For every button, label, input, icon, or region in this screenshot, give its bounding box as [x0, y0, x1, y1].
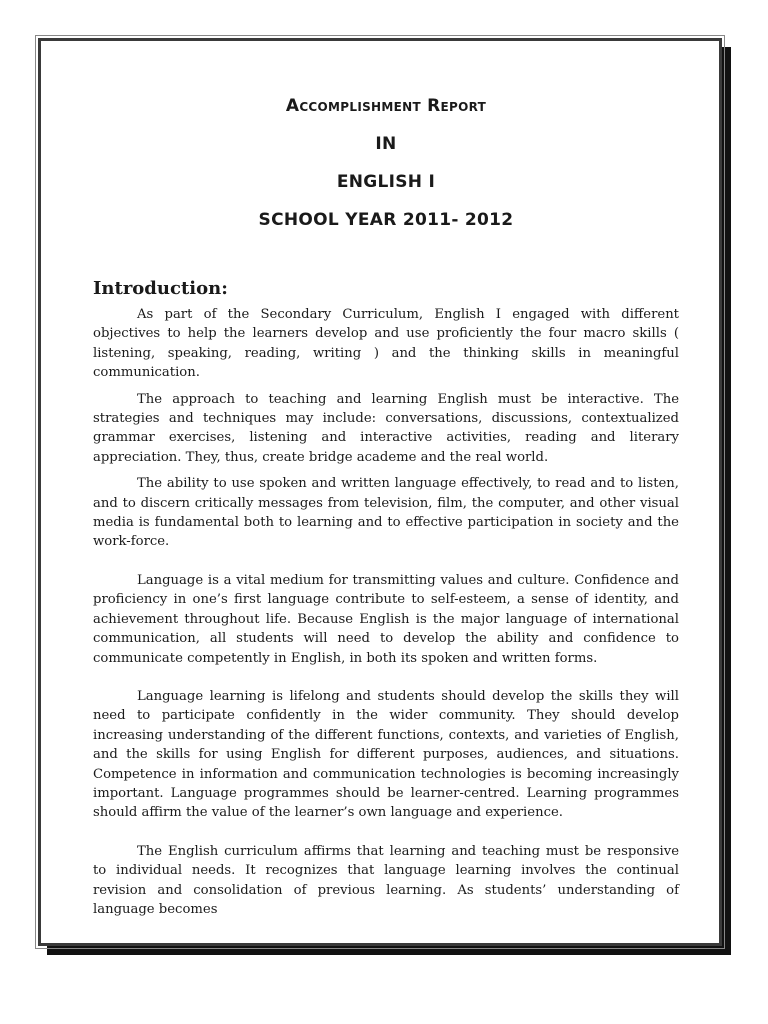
- paragraph-6: The English curriculum affirms that learning and teaching must be responsive to individual needs. It recognizes that language learning involves the continual revision and consolidation of previous learning. As students’ understanding of language becomes: [93, 843, 679, 917]
- paragraph-2: The approach to teaching and learning English must be interactive. The strategies and techniques may include: conversations, discussions, contextualized grammar exercises, listening and interactive activities, reading and literary appreciation. They, thus, create bridge academe and the real world.: [93, 391, 679, 465]
- title-line-report: Accomplishment Report: [285, 96, 487, 116]
- paragraph-1: As part of the Secondary Curriculum, English I engaged with different objectives to help the learners develop and use proficiently the four macro skills ( listening, speaking, reading, writing ) and the thinking skills in meaningful communication.: [93, 307, 679, 381]
- title-line-subject: ENGLISH I: [336, 172, 436, 192]
- paragraph-5: Language learning is lifelong and students should develop the skills they will need to participate confidently in the wider community. They should develop increasing understanding of the different functions, contexts, and varieties of English, and the skills for using English for different purposes, audiences, and situations. Competence in information and communication technologies is becoming increasingly important. Language programmes should be learner-centred. Learning programmes should affirm the value of the learner’s own language and experience.: [93, 688, 679, 821]
- title-line-school-year: SCHOOL YEAR 2011- 2012: [258, 210, 514, 230]
- paragraph-3: The ability to use spoken and written language effectively, to read and to listen, and to discern critically messages from television, film, the computer, and other visual media is fundamental both to learning and to effective participation in society and the work-force.: [93, 476, 679, 550]
- section-heading-introduction: Introduction:: [93, 278, 228, 299]
- page-frame: [38, 38, 722, 946]
- document-body: [93, 96, 679, 926]
- title-line-in: IN: [375, 134, 397, 154]
- report-title: [93, 96, 679, 248]
- paragraph-4: Language is a vital medium for transmitting values and culture. Confidence and proficiency in one’s first language contribute to self-esteem, a sense of identity, and achievement throughout life. Because English is the major language of international communication, all students will need to develop the ability and confidence to communicate competently in English, in both its spoken and written forms.: [93, 572, 679, 666]
